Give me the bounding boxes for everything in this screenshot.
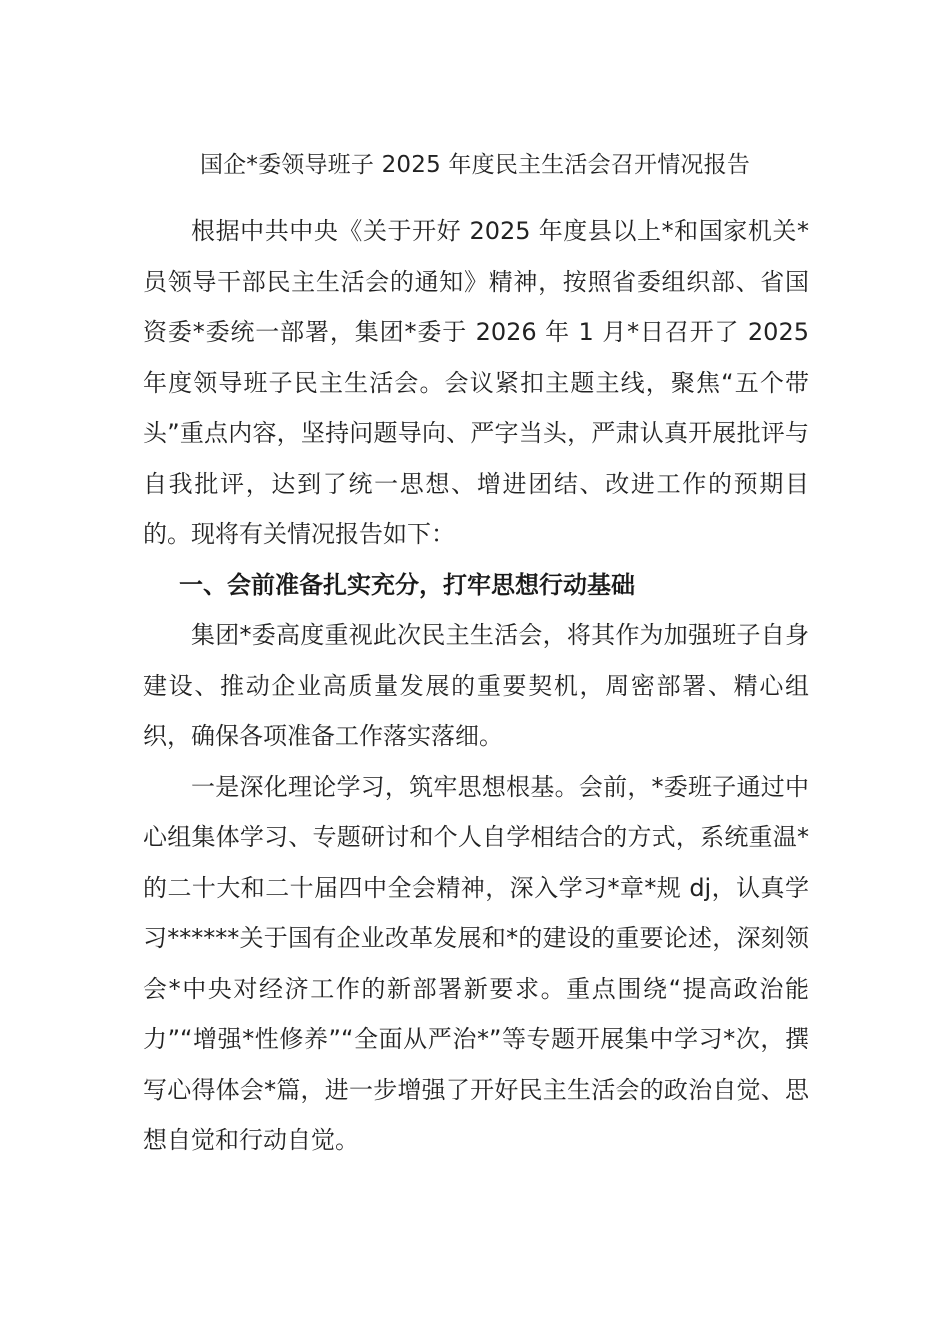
section-1-item-1-paragraph: 一是深化理论学习，筑牢思想根基。会前，*委班子通过中心组集体学习、专题研讨和个人自学相结合的方式，系统重温*的二十大和二十届四中全会精神，深入学习*章*规 dj，认真学习******关于国有企业改革发展和*的建设的重要论述，深刻领会*中央对经济工作的新部署新要求。重点围绕“提高政治能力”“增强*性修养”“全面从严治*”等专题开展集中学习*次，撰写心得体会*篇，进一步增强了开好民主生活会的政治自觉、思想自觉和行动自觉。: [143, 772, 809, 1154]
intro-paragraph: 根据中共中央《关于开好 2025 年度县以上*和国家机关*员领导干部民主生活会的通知》精神，按照省委组织部、省国资委*委统一部署，集团*委于 2026 年 1 月*日召开了 2025 年度领导班子民主生活会。会议紧扣主题主线，聚焦“五个带头”重点内容，坚持问题导向、严字当头，严肃认真开展批评与自我批评，达到了统一思想、增进团结、改进工作的预期目的。现将有关情况报告如下：: [143, 217, 809, 548]
section-1-heading: 一、会前准备扎实充分，打牢思想行动基础: [179, 570, 635, 599]
document-title: 国企*委领导班子 2025 年度民主生活会召开情况报告: [199, 152, 751, 178]
document-body: [143, 206, 809, 1166]
section-1-intro-paragraph: 集团*委高度重视此次民主生活会，将其作为加强班子自身建设、推动企业高质量发展的重要契机，周密部署、精心组织，确保各项准备工作落实落细。: [143, 621, 809, 750]
